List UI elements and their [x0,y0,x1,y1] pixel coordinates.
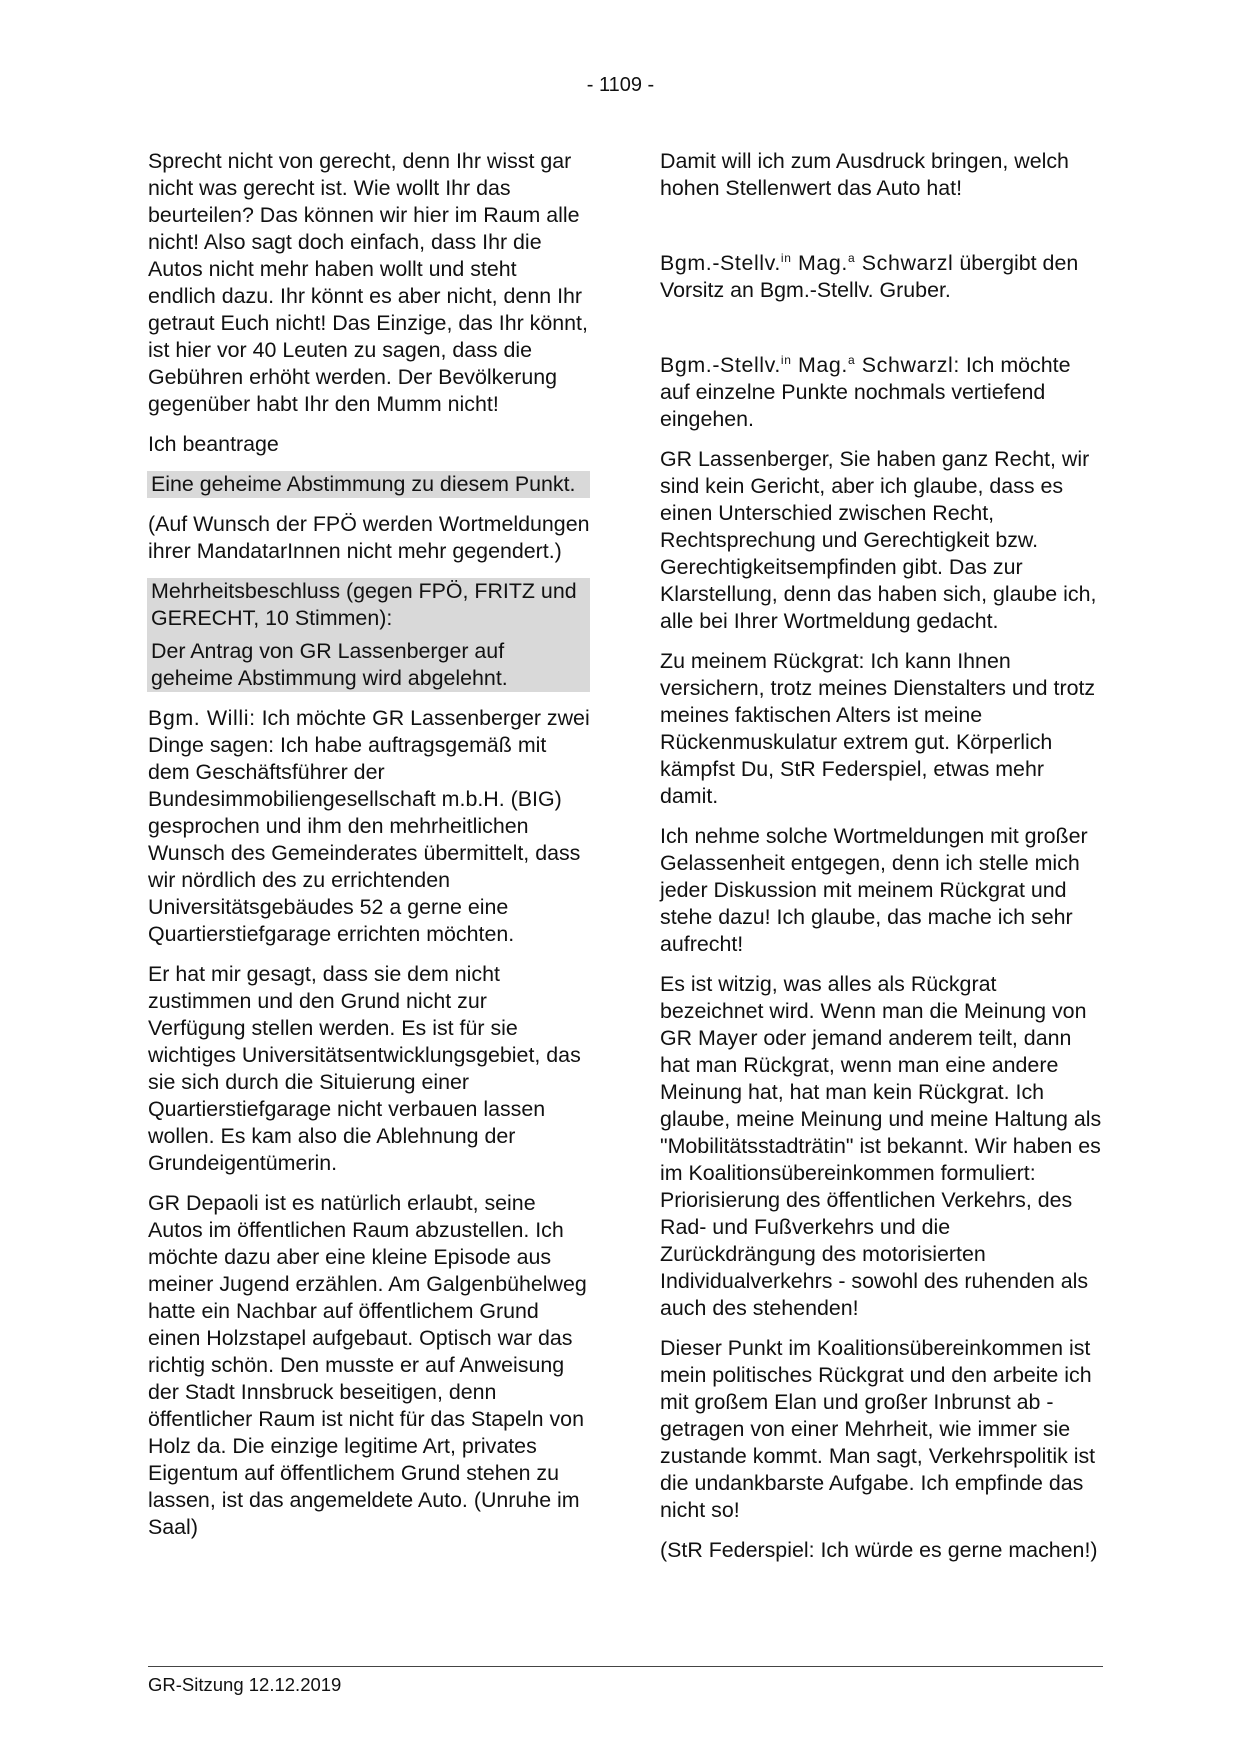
resolution-result-highlight: Der Antrag von GR Lassenberger auf geheime Abstimmung wird abgelehnt. [147,638,590,692]
paragraph: Dieser Punkt im Koalitionsübereinkommen ist mein politisches Rückgrat und den arbeite ich mit großem Elan und großer Inbrunst ab - getragen von einer Mehrheit, wie immer sie zustande kommt. Man sagt, Verkehrspolitik ist die undankbarste Aufgabe. Ich empfinde das nicht so! [660,1336,1096,1522]
paragraph: Ich beantrage [148,432,279,456]
paragraph: GR Lassenberger, Sie haben ganz Recht, wir sind kein Gericht, aber ich glaube, dass es einen Unterschied zwischen Recht, Rechtsprechung und Gerechtigkeit bzw. Gerechtigkeitsempfinden gibt. Das zur Klarstellung, denn das haben sich, glaube ich, alle bei Ihrer Wortmeldung gedacht. [660,447,1097,633]
left-column [148,148,590,1554]
paragraph: Zu meinem Rückgrat: Ich kann Ihnen versichern, trotz meines Dienstalters und trotz meines faktischen Alters ist meine Rückenmuskulatur extrem gut. Körperlich kämpfst Du, StR Federspiel, etwas mehr damit. [660,649,1096,808]
footer-divider [148,1666,1103,1667]
speaker-name: Bgm.-Stellv.$^{in}$ Mag.$^a$ Schwarzl: [660,353,960,377]
footer-session-date: GR-Sitzung 12.12.2019 [148,1674,342,1695]
paragraph: GR Depaoli ist es natürlich erlaubt, seine Autos im öffentlichen Raum abzustellen. Ich möchte dazu aber eine kleine Episode aus meiner Jugend erzählen. Am Galgenbühelweg hatte ein Nachbar auf öffentlichem Grund einen Holzstapel aufgebaut. Optisch war das richtig schön. Den musste er auf Anweisung der Stadt Innsbruck beseitigen, denn öffentlicher Raum ist nicht für das Stapeln von Holz da. Die einzige legitime Art, privates Eigentum auf öffentlichem Grund stehen zu lassen, ist das angemeldete Auto. (Unruhe im Saal) [148,1191,587,1539]
right-column [660,148,1102,1577]
paragraph: Damit will ich zum Ausdruck bringen, welch hohen Stellenwert das Auto hat! [660,149,1069,200]
paragraph [148,705,590,948]
speaker-name: Bgm. Willi: [148,706,256,730]
page-number: - 1109 - [586,74,655,96]
paragraph: (Auf Wunsch der FPÖ werden Wortmeldungen ihrer MandatarInnen nicht mehr gegendert.) [148,512,590,563]
speaker-name: Bgm.-Stellv.$^{in}$ Mag.$^a$ Schwarzl [660,251,954,275]
chair-handover-note [660,250,1102,304]
speech-text: Ich möchte auf einzelne Punkte nochmals vertiefend eingehen. [660,353,1071,431]
paragraph: Es ist witzig, was alles als Rückgrat bezeichnet wird. Wenn man die Meinung von GR Mayer oder jemand anderem teilt, dann hat man Rückgrat, wenn man eine andere Meinung hat, hat man kein Rückgrat. Ich glaube, meine Meinung und meine Haltung als "Mobilitätsstadträtin" ist bekannt. Wir haben es im Koalitionsübereinkommen formuliert: Priorisierung des öffentlichen Verkehrs, des Rad- und Fußverkehrs und die Zurückdrängung des motorisierten Individualverkehrs - sowohl des ruhenden als auch des stehenden! [660,972,1102,1320]
paragraph: Sprecht nicht von gerecht, denn Ihr wisst gar nicht was gerecht ist. Wie wollt Ihr das beurteilen? Das können wir hier im Raum alle nicht! Also sagt doch einfach, dass Ihr die Autos nicht mehr haben wollt und steht endlich dazu. Ihr könnt es aber nicht, denn Ihr getraut Euch nicht! Das Einzige, das Ihr könnt, ist hier vor 40 Leuten zu sagen, dass die Gebühren erhöht werden. Der Bevölkerung gegenüber habt Ihr den Mumm nicht! [148,149,588,416]
paragraph: (StR Federspiel: Ich würde es gerne machen!) [660,1538,1098,1562]
resolution-highlight: Mehrheitsbeschluss (gegen FPÖ, FRITZ und GERECHT, 10 Stimmen): [147,578,590,638]
motion-highlight: Eine geheime Abstimmung zu diesem Punkt. [147,471,590,498]
paragraph: Er hat mir gesagt, dass sie dem nicht zustimmen und den Grund nicht zur Verfügung stellen werden. Es ist für sie wichtiges Universitätsentwicklungsgebiet, das sie sich durch die Situierung einer Quartierstiefgarage nicht verbauen lassen wollen. Es kam also die Ablehnung der Grundeigentümerin. [148,962,581,1175]
speech-text: Ich möchte GR Lassenberger zwei Dinge sagen: Ich habe auftragsgemäß mit dem Geschäftsführer der Bundesimmobiliengesellschaft m.b.H. (BIG) gesprochen und ihm den mehrheitlichen Wunsch des Gemeinderates übermittelt, dass wir nördlich des zu errichtenden Universitätsgebäudes 52 a gerne eine Quartierstiefgarage errichten möchten. [148,706,590,946]
paragraph [660,352,1102,433]
note-text: übergibt den Vorsitz an Bgm.-Stellv. Gruber. [660,251,1079,302]
paragraph: Ich nehme solche Wortmeldungen mit großer Gelassenheit entgegen, denn ich stelle mich jeder Diskussion mit meinem Rückgrat und stehe dazu! Ich glaube, das mache ich sehr aufrecht! [660,824,1088,956]
